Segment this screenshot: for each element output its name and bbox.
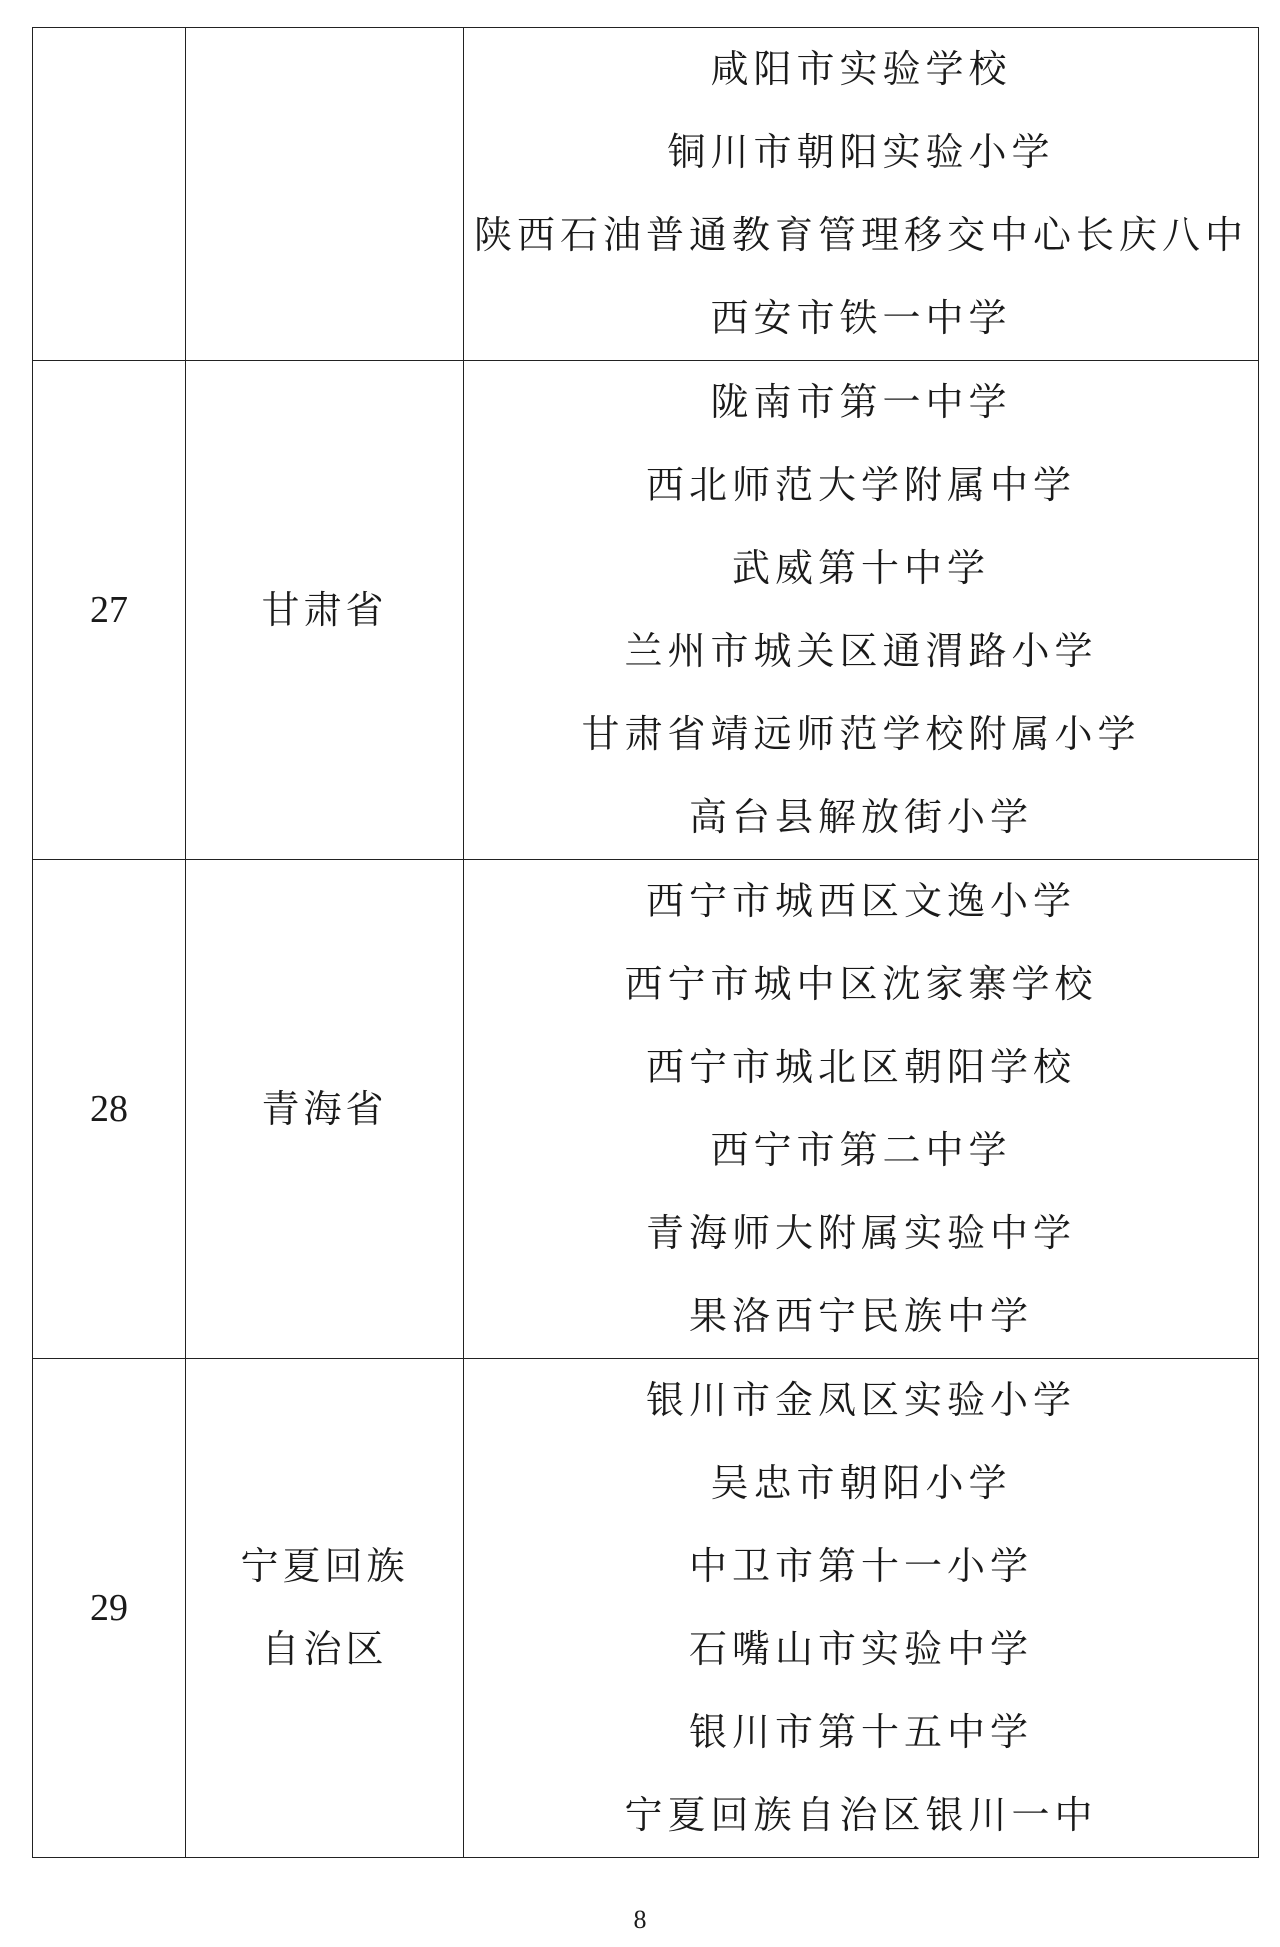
school-name: 宁夏回族自治区银川一中 [624,1793,1098,1837]
province-name: 青海省 [261,1086,388,1131]
row-number [33,28,186,361]
school-name: 铜川市朝阳实验小学 [667,130,1055,174]
school-name: 果洛西宁民族中学 [688,1294,1033,1338]
school-name: 武威第十中学 [731,546,990,590]
table-row [33,860,1259,1359]
row-number: 29 [33,1359,186,1858]
school-name: 西宁市第二中学 [710,1128,1012,1172]
school-list-table [32,27,1259,1858]
province-name: 甘肃省 [261,587,388,632]
school-name: 西宁市城北区朝阳学校 [645,1045,1076,1089]
schools-cell [464,860,1259,1359]
school-name: 西安市铁一中学 [710,296,1012,340]
table-row [33,1359,1259,1858]
row-number: 27 [33,361,186,860]
school-name: 中卫市第十一小学 [688,1544,1033,1588]
province-cell [186,361,464,860]
school-name: 银川市第十五中学 [688,1710,1033,1754]
schools-cell [464,361,1259,860]
province-cell [186,1359,464,1858]
school-name: 青海师大附属实验中学 [645,1211,1076,1255]
school-name: 陇南市第一中学 [710,380,1012,424]
schools-cell [464,28,1259,361]
school-name: 甘肃省靖远师范学校附属小学 [581,712,1141,756]
province-cell [186,860,464,1359]
school-name: 兰州市城关区通渭路小学 [624,629,1098,673]
school-name: 西宁市城中区沈家寨学校 [624,962,1098,1006]
table-row [33,28,1259,361]
school-name: 西宁市城西区文逸小学 [645,879,1076,923]
row-number: 28 [33,860,186,1359]
school-name: 石嘴山市实验中学 [688,1627,1033,1671]
school-name: 吴忠市朝阳小学 [710,1461,1012,1505]
province-name: 宁夏回族 [240,1544,409,1588]
school-name: 咸阳市实验学校 [710,47,1012,91]
school-name: 西北师范大学附属中学 [645,463,1076,507]
page-number: 8 [633,1905,647,1934]
table-body [33,28,1259,1858]
province-cell [186,28,464,361]
table-row [33,361,1259,860]
schools-cell [464,1359,1259,1858]
school-name: 银川市金凤区实验小学 [645,1378,1076,1422]
province-name: 自治区 [261,1627,388,1671]
school-name: 高台县解放街小学 [688,795,1033,839]
school-name: 陕西石油普通教育管理移交中心长庆八中 [473,213,1248,257]
